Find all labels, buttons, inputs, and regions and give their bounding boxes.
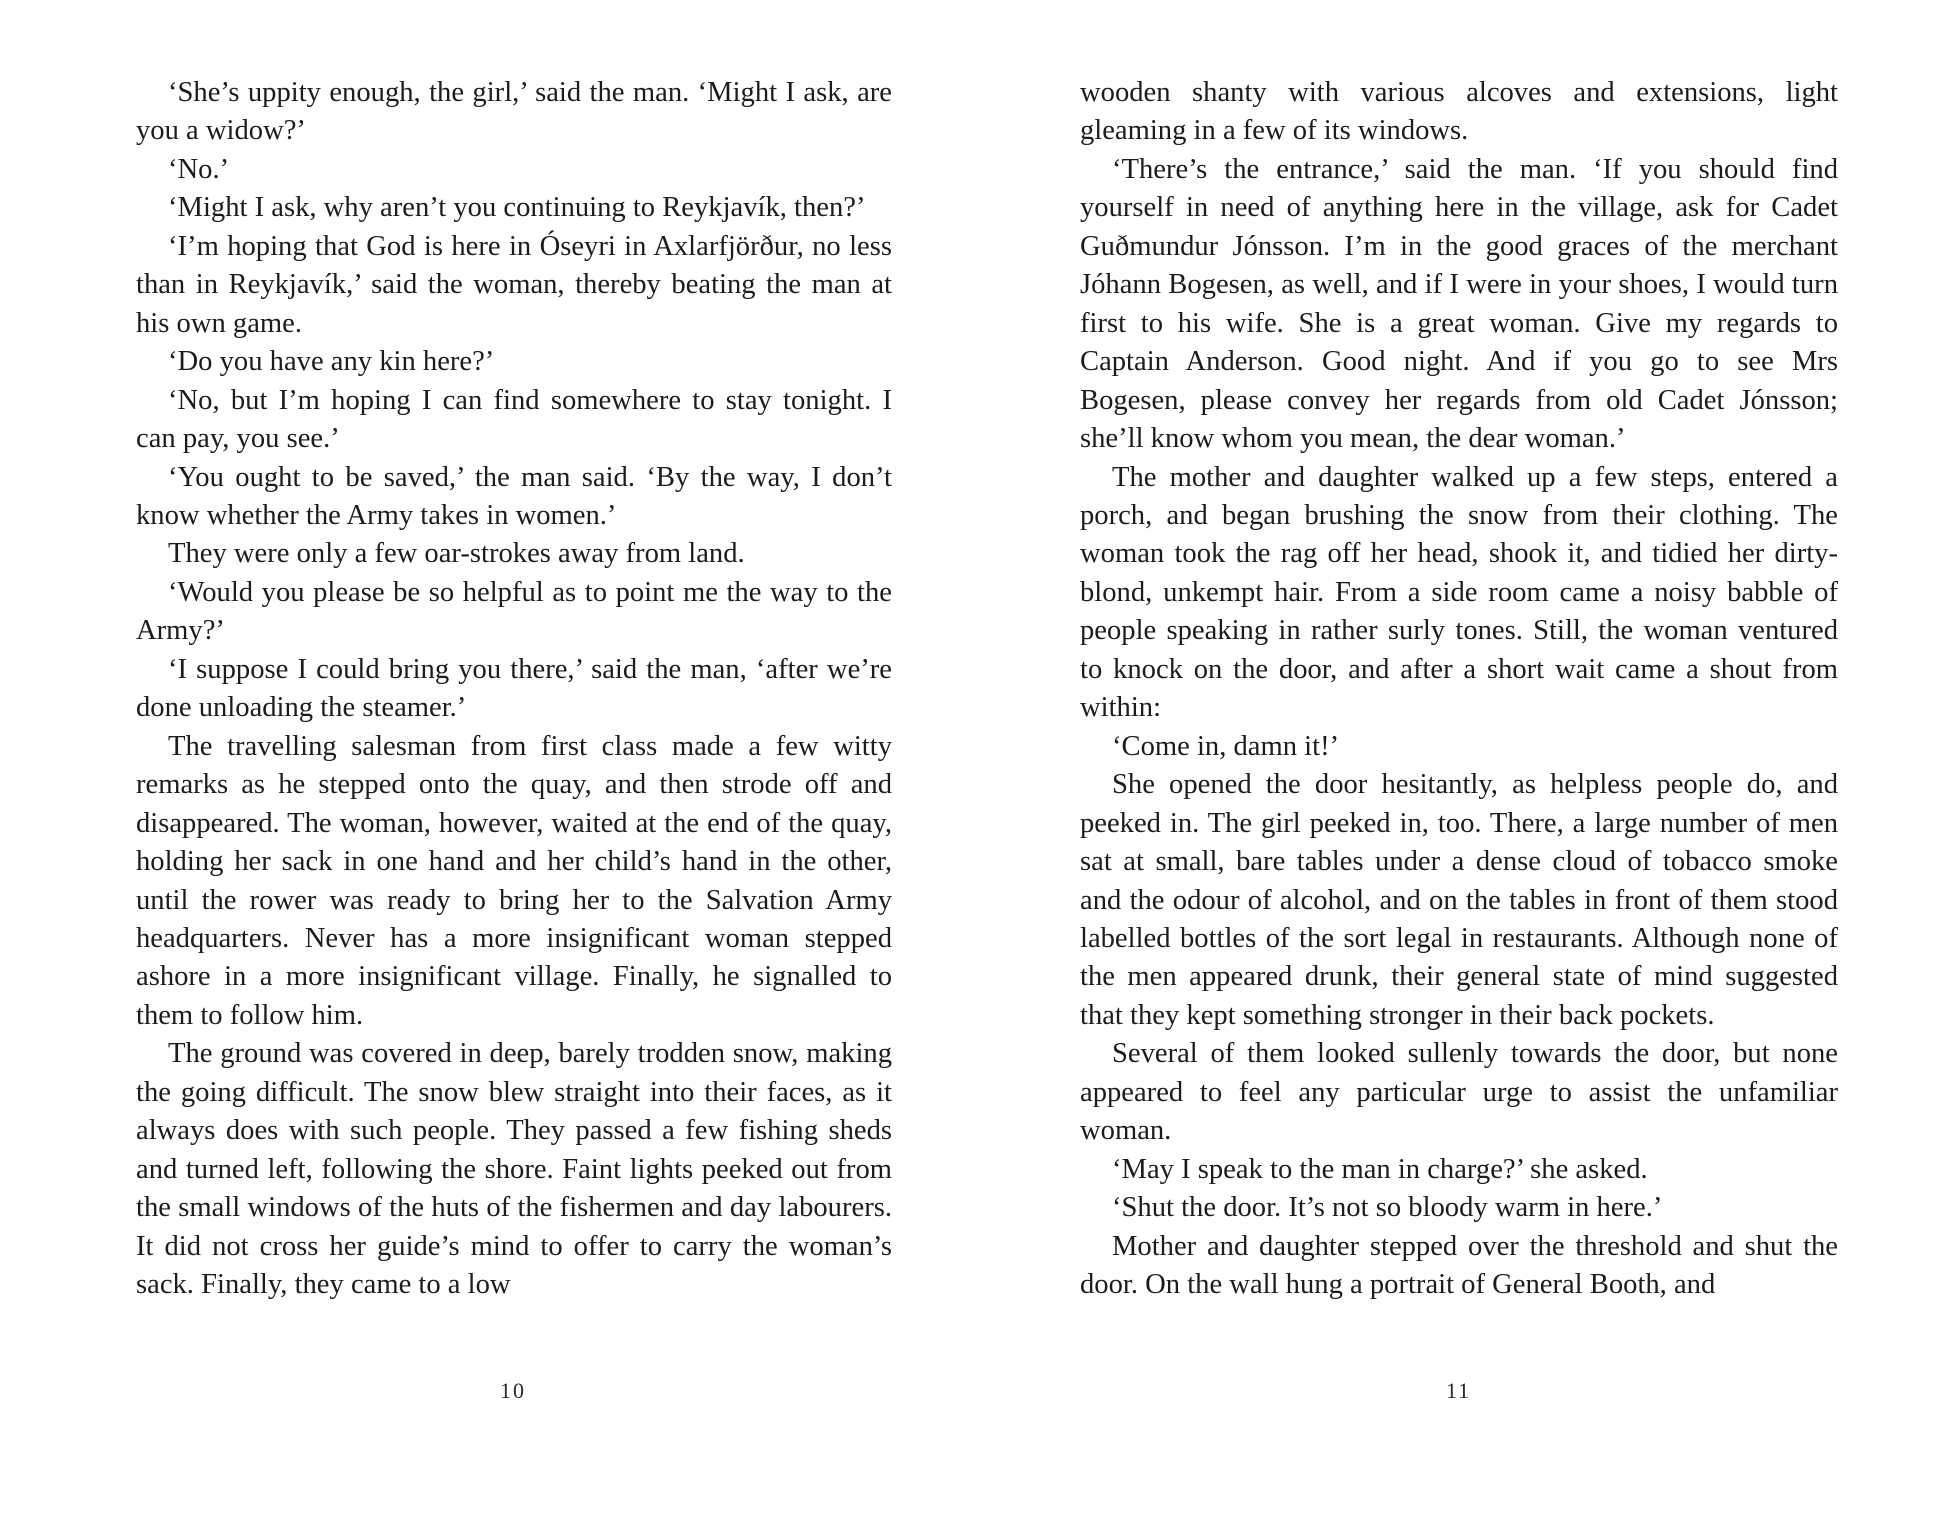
paragraph: ‘There’s the entrance,’ said the man. ‘If you should find yourself in need of anything here in the village, ask for Cadet Guðmundur Jónsson. I’m in the good graces of the merchant Jóhann Bogesen, as well, and if I were in your shoes, I would turn first to his wife. She is a great woman. Give my regards to Captain Anderson. Good night. And if you go to see Mrs Bogesen, please convey her regards from old Cadet Jónsson; she’ll know whom you mean, the dear woman.’	[1080, 153, 1838, 455]
paragraph: The ground was covered in deep, barely trodden snow, making the going difficult. The snow blew straight into their faces, as it always does with such people. They passed a few fishing sheds and turned left, following the shore. Faint lights peeked out from the small windows of the huts of the fishermen and day labourers. It did not cross her guide’s mind to offer to carry the woman’s sack. Finally, they came to a low	[136, 1038, 892, 1301]
paragraph: ‘I’m hoping that God is here in Óseyri in Axlarfjörður, no less than in Reykjavík,’ said the woman, thereby beating the man at his own game.	[136, 230, 892, 339]
right-page	[1080, 74, 1838, 1305]
page-number-left: 10	[500, 1378, 526, 1403]
paragraph: ‘You ought to be saved,’ the man said. ‘By the way, I don’t know whether the Army takes in women.’	[136, 461, 892, 531]
paragraph: The travelling salesman from first class made a few witty remarks as he stepped onto the quay, and then strode off and disappeared. The woman, however, waited at the end of the quay, holding her sack in one hand and her child’s hand in the other, until the rower was ready to bring her to the Salvation Army headquarters. Never has a more insignificant woman stepped ashore in a more insignificant village. Finally, he signalled to them to follow him.	[136, 730, 892, 1031]
paragraph-continuation: wooden shanty with various alcoves and extensions, light gleaming in a few of its windows.	[1080, 77, 1838, 147]
paragraph: She opened the door hesitantly, as helpless people do, and peeked in. The girl peeked in, too. There, a large number of men sat at small, bare tables under a dense cloud of tobacco smoke and the odour of alcohol, and on the tables in front of them stood labelled bottles of the sort legal in restaurants. Although none of the men appeared drunk, their general state of mind suggested that they kept something stronger in their back pockets.	[1080, 769, 1838, 1031]
left-page-text	[136, 74, 892, 1305]
paragraph: ‘Would you please be so helpful as to point me the way to the Army?’	[136, 576, 892, 647]
paragraph: They were only a few oar-strokes away from land.	[168, 538, 745, 570]
paragraph: ‘I suppose I could bring you there,’ said the man, ‘after we’re done unloading the steamer.’	[136, 653, 892, 724]
paragraph: ‘Might I ask, why aren’t you continuing to Reykjavík, then?’	[168, 192, 866, 224]
page-number-right: 11	[1446, 1378, 1472, 1403]
paragraph: ‘Do you have any kin here?’	[168, 346, 495, 378]
paragraph: ‘Come in, damn it!’	[1112, 730, 1340, 762]
right-page-text	[1080, 74, 1838, 1305]
paragraph: The mother and daughter walked up a few steps, entered a porch, and began brushing the snow from their clothing. The woman took the rag off her head, shook it, and tidied her dirty-blond, unkempt hair. From a side room came a noisy babble of people speaking in rather surly tones. Still, the woman ventured to knock on the door, and after a short wait came a shout from within:	[1080, 461, 1838, 724]
paragraph: ‘She’s uppity enough, the girl,’ said the man. ‘Might I ask, are you a widow?’	[136, 77, 892, 147]
left-page	[136, 74, 892, 1305]
paragraph: ‘May I speak to the man in charge?’ she asked.	[1112, 1153, 1648, 1185]
paragraph: Mother and daughter stepped over the threshold and shut the door. On the wall hung a portrait of General Booth, and	[1080, 1230, 1838, 1301]
paragraph: Several of them looked sullenly towards the door, but none appeared to feel any particular urge to assist the unfamiliar woman.	[1080, 1038, 1838, 1147]
paragraph: ‘No, but I’m hoping I can find somewhere to stay tonight. I can pay, you see.’	[136, 384, 892, 455]
paragraph: ‘No.’	[168, 153, 230, 185]
paragraph: ‘Shut the door. It’s not so bloody warm in here.’	[1112, 1192, 1663, 1224]
